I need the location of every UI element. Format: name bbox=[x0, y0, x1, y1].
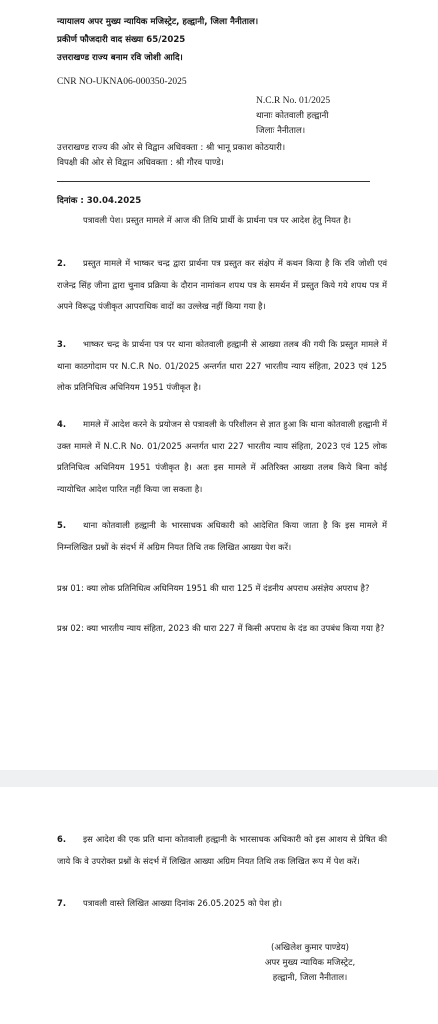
court-title: न्यायालय अपर मुख्य न्यायिक मजिस्ट्रेट, हल्द्वानी, जिला नैनीताल। bbox=[57, 17, 259, 27]
paragraph-text: इस आदेश की एक प्रति थाना कोतवाली हल्द्वानी के भारसाधक अधिकारी को इस आशय से प्रेषित की जाये कि वे उपरोक्त प्रश्नों के संदर्भ में लिखित आख्या अग्रिम नियत तिथि तक लिखित रूप में पेश करें। bbox=[57, 834, 387, 866]
signatory-designation: अपर मुख्य न्यायिक मजिस्ट्रेट, bbox=[264, 958, 356, 968]
question-1: प्रश्न 01: क्या लोक प्रतिनिधित्व अधिनियम 1951 की धारा 125 में दंडनीय अपराध असंज्ञेय अपराध है? bbox=[57, 583, 370, 593]
paragraph-text: पत्रावली वास्ते लिखित आख्या दिनांक 26.05.2025 को पेश हो। bbox=[83, 898, 282, 908]
paragraph-1: पत्रावली पेश। प्रस्तुत मामले में आज की तिथि प्रार्थी के प्रार्थना पत्र पर आदेश हेतु नियत है। bbox=[83, 215, 352, 225]
page-gap bbox=[0, 770, 438, 787]
paragraph-number: 5. bbox=[57, 520, 67, 530]
paragraph-text: मामले में आदेश करने के प्रयोजन से पत्रावली के परिशीलन से ज्ञात हुआ कि थाना कोतवाली हल्द्वानी में उक्त मामले में N.C.R No. 01/2025 अन्तर्गत धारा 227 भारतीय न्याय संहिता, 2023 एवं 125 लोक प्रतिनिधित्व अधिनियम 1951 पंजीकृत है। अतः इस मामले में अतिरिक्त आख्या तलब किये बिना कोई न्यायोचित आदेश पारित नहीं किया जा सकता है। bbox=[57, 419, 387, 494]
state-counsel: उत्तराखण्ड राज्य की ओर से विद्वान अधिवक्ता : श्री भानू प्रकाश कोठयारी। bbox=[57, 143, 286, 153]
ncr-station: थानाः कोतवाली हल्द्वानी bbox=[256, 111, 329, 121]
paragraph-7 bbox=[57, 893, 387, 915]
signatory-name: (अखिलेश कुमार पाण्डेय) bbox=[271, 943, 349, 953]
ncr-district: जिलाः नैनीताल। bbox=[256, 126, 306, 136]
ncr-number: N.C.R No. 01/2025 bbox=[256, 96, 331, 106]
paragraph-2 bbox=[57, 253, 387, 318]
case-number: प्रकीर्ण फौजदारी वाद संख्या 65/2025 bbox=[57, 35, 186, 45]
signatory-place: हल्द्वानी, जिला नैनीताल। bbox=[272, 973, 348, 983]
paragraph-5 bbox=[57, 515, 387, 558]
paragraph-text: थाना कोतवाली हल्द्वानी के भारसाधक अधिकारी को आदेशित किया जाता है कि इस मामले में निम्नलिखित प्रश्नों के संदर्भ में अग्रिम नियत तिथि तक लिखित आख्या पेश करें। bbox=[57, 520, 387, 552]
paragraph-number: 7. bbox=[57, 898, 67, 908]
question-2: प्रश्न 02: क्या भारतीय न्याय संहिता, 2023 की धारा 227 में किसी अपराध के दंड का उपबंध किया गया है? bbox=[57, 623, 385, 633]
divider-line bbox=[57, 181, 370, 182]
opposite-counsel: विपक्षी की ओर से विद्वान अधिवक्ता : श्री गौरव पाण्डे। bbox=[57, 158, 224, 168]
document-page-2 bbox=[0, 787, 438, 1024]
paragraph-number: 4. bbox=[57, 419, 67, 429]
order-date: दिनांक : 30.04.2025 bbox=[57, 196, 142, 206]
paragraph-text: प्रस्तुत मामले में भाष्कर चन्द्र द्वारा प्रार्थना पत्र प्रस्तुत कर संक्षेप में कथन किया है कि रवि जोशी एवं राजेन्द्र सिंह जीना द्वारा चुनाव प्रक्रिया के दौरान नामांकन शपथ पत्र के समर्थन में प्रस्तुत किये गये शपथ पत्र में अपने विरूद्ध पंजीकृत आपराधिक वादों का उल्लेख नहीं किया गया है। bbox=[57, 258, 387, 311]
paragraph-number: 3. bbox=[57, 339, 67, 349]
case-parties: उत्तराखण्ड राज्य बनाम रवि जोशी आदि। bbox=[57, 53, 183, 63]
paragraph-3 bbox=[57, 334, 387, 399]
paragraph-number: 6. bbox=[57, 834, 67, 844]
paragraph-number: 2. bbox=[57, 258, 67, 268]
paragraph-6 bbox=[57, 829, 387, 872]
paragraph-4 bbox=[57, 414, 387, 500]
paragraph-text: भाष्कर चन्द्र के प्रार्थना पत्र पर थाना कोतवाली हल्द्वानी से आख्या तलब की गयी कि प्रस्तुत मामले में थाना काठगोदाम पर N.C.R No. 01/2025 अन्तर्गत धारा 227 भारतीय न्याय संहिता, 2023 एवं 125 लोक प्रतिनिधित्व अधिनियम 1951 पंजीकृत है। bbox=[57, 339, 388, 392]
cnr-number: CNR NO-UKNA06-000350-2025 bbox=[57, 77, 187, 87]
